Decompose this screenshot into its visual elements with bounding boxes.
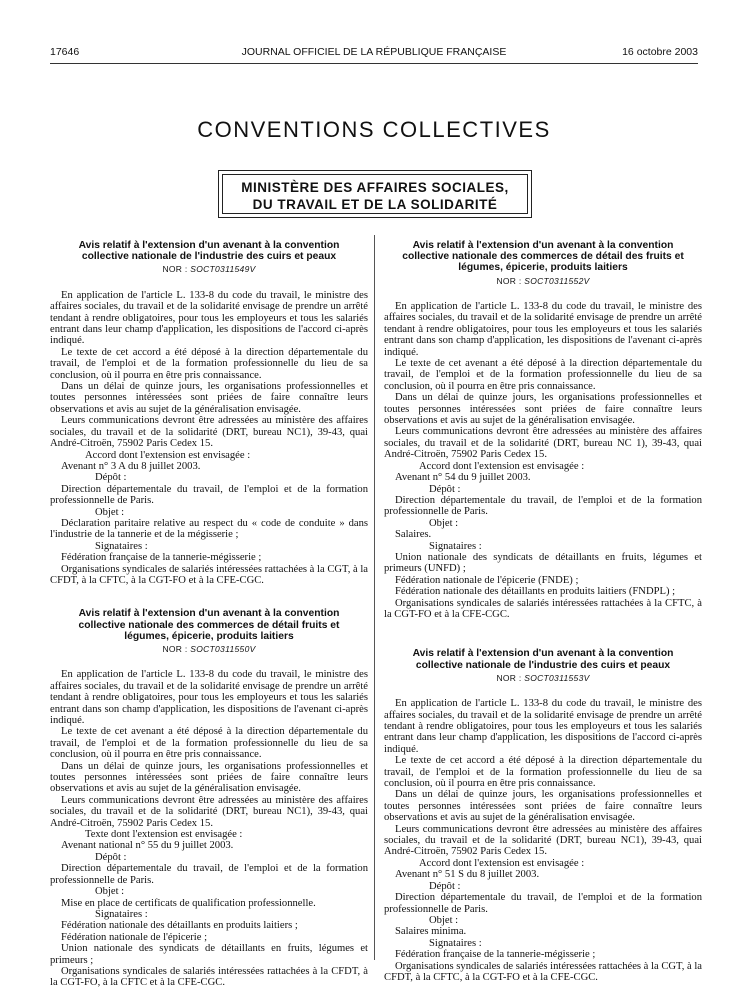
intro-line: Accord dont l'extension est envisagée : [419,857,585,869]
column-divider [374,235,375,960]
objet-label: Objet : [429,914,459,926]
article-4 [384,648,702,983]
article-3 [384,240,702,620]
signataire: Organisations syndicales de salariés intéressées rattachées à la CGT, à la CFDT, à la CFTC, à la CGT-FO et à la CFE-CGC. [50,563,369,586]
right-column [384,240,702,983]
article-title: Avis relatif à l'extension d'un avenant à la convention collective nationale de l'industrie des cuirs et peaux [412,648,674,671]
paragraph: Le texte de cet avenant a été déposé à la direction départementale du travail, de l'emploi et de la formation professionnelle du lieu de sa conclusion, où il pourra en être pris connaissance. [50,726,368,761]
paragraph: Le texte de cet accord a été déposé à la direction départementale du travail, de l'emploi et de la formation professionnelle du lieu de sa conclusion, où il pourra en être pris connaissance. [50,346,368,381]
ministry-box-inner [222,174,528,214]
objet-text: Mise en place de certificats de qualification professionnelle. [61,897,316,909]
depot-text: Direction départementale du travail, de l'emploi et de la formation professionnelle de Paris. [50,863,368,886]
page-header [50,46,698,60]
paragraph: Leurs communications devront être adressées au ministère des affaires sociales, du travail et de la solidarité (DRT, bureau NC1), 39-43, quai André-Citroën, 75902 Paris Cedex 15. [50,415,368,450]
depot-label: Dépôt : [429,880,461,892]
paragraph: Leurs communications devront être adressées au ministère des affaires sociales, du travail et de la solidarité (DRT, bureau NC1), 39-43, quai André-Citroën, 75902 Paris Cedex 15. [50,794,368,829]
signataire: Union nationale des syndicats de détaillants en fruits, légumes et primeurs (UNFD) ; [384,551,702,575]
header-rule [50,63,698,64]
ministry-line-1: MINISTÈRE DES AFFAIRES SOCIALES, [241,180,509,195]
nor-code: SOCT0311550V [190,643,256,654]
objet-label: Objet : [429,517,459,529]
signataire: Fédération nationale des détaillants en produits laitiers (FNDPL) ; [395,586,676,598]
paragraph: Le texte de cet avenant a été déposé à la direction départementale du travail, de l'emploi et de la formation professionnelle du lieu de sa conclusion, où il pourra en être pris connaissance. [384,358,702,392]
avenant-line: Avenant national n° 55 du 9 juillet 2003. [61,840,234,852]
ministry-line-2: DU TRAVAIL ET DE LA SOLIDARITÉ [252,197,498,212]
intro-line: Accord dont l'extension est envisagée : [419,460,585,472]
paragraph: En application de l'article L. 133-8 du code du travail, le ministre des affaires sociales, du travail et de la solidarité envisage de prendre un arrêté tendant à rendre obligatoires, pour tous les employeurs et tous les salariés entrant dans son champ d'application, les dispositions de l'avenant ci-après indiqué. [50,669,368,727]
intro-line: Accord dont l'extension est envisagée : [85,449,251,461]
signataire: Organisations syndicales de salariés intéressées rattachées à la CGT, à la CFDT, à la CFTC, à la CGT-FO et à la CFE-CGC. [384,960,703,983]
signataires-label: Signataires : [95,908,148,920]
avenant-line: Avenant n° 51 S du 8 juillet 2003. [395,869,540,881]
paragraph: Dans un délai de quinze jours, les organisations professionnelles et toutes personnes intéressées sont priées de faire connaître leurs observations et avis au sujet de la généralisation envisagée. [50,760,368,795]
signataires-label: Signataires : [429,540,482,552]
section-title: CONVENTIONS COLLECTIVES [197,117,551,142]
signataire: Fédération nationale de l'épicerie (FNDE) ; [395,574,579,586]
nor-code: SOCT0311553V [524,672,590,683]
objet-label: Objet : [95,506,125,518]
issue-date: 16 octobre 2003 [622,46,698,58]
depot-label: Dépôt : [95,851,127,863]
avenant-line: Avenant n° 54 du 9 juillet 2003. [395,472,531,484]
signataire: Union nationale des syndicats de détaillants en fruits, légumes et primeurs ; [50,943,368,966]
objet-text: Salaires minima. [395,926,467,938]
article-title: Avis relatif à l'extension d'un avenant à la convention collective nationale des commerces de détail fruits et légumes, épicerie, produits laitiers [78,608,340,642]
paragraph: En application de l'article L. 133-8 du code du travail, le ministre des affaires sociales, du travail et de la solidarité envisage de prendre un arrêté tendant à rendre obligatoires, pour tous les employeurs et tous les salariés entrant dans leur champ d'application, les dispositions de l'accord ci-après indiqué. [384,698,702,755]
depot-label: Dépôt : [95,472,127,484]
objet-text: Salaires. [395,529,432,541]
page-number: 17646 [50,46,80,58]
nor-reference: NOR : SOCT0311550V [162,643,256,654]
nor-code: SOCT0311552V [524,275,590,286]
nor-code: SOCT0311549V [190,264,256,275]
paragraph: Le texte de cet accord a été déposé à la direction départementale du travail, de l'emploi et de la formation professionnelle du lieu de sa conclusion, où il pourra en être pris connaissance. [384,755,702,790]
paragraph: En application de l'article L. 133-8 du code du travail, le ministre des affaires sociales, du travail et de la solidarité envisage de prendre un arrêté tendant à rendre obligatoires, pour tous les employeurs et tous les salariés entrant dans leur champ d'application, les dispositions de l'accord ci-après indiqué. [50,289,368,347]
signataires-label: Signataires : [95,540,148,552]
signataire: Fédération nationale des détaillants en produits laitiers ; [61,920,298,932]
article-spacer [384,620,702,648]
nor-reference: NOR : SOCT0311552V [496,275,590,286]
signataires-label: Signataires : [429,937,482,949]
left-column [50,240,368,989]
signataire: Fédération nationale de l'épicerie ; [61,931,208,943]
paragraph: Dans un délai de quinze jours, les organisations professionnelles et toutes personnes intéressées sont priées de faire connaître leurs observations et avis au sujet de la généralisation envisagée. [50,381,368,415]
article-title: Avis relatif à l'extension d'un avenant à la convention collective nationale des commerces de détail des fruits et légumes, épicerie, produits laitiers [402,240,684,274]
paragraph: Dans un délai de quinze jours, les organisations professionnelles et toutes personnes intéressées sont priées de faire connaître leurs observations et avis au sujet de la généralisation envisagée. [384,789,702,824]
paragraph: Leurs communications devront être adressées au ministère des affaires sociales, du travail et de la solidarité (DRT, bureau NC 1), 39-43, quai André-Citroën, 75902 Paris Cedex 15. [384,426,702,461]
intro-line: Texte dont l'extension est envisagée : [85,829,243,841]
article-spacer [50,586,368,608]
objet-text: Déclaration paritaire relative au respect du « code de conduite » dans l'industrie de la tannerie et de la mégisserie ; [50,517,368,541]
depot-text: Direction départementale du travail, de l'emploi et de la formation professionnelle de Paris. [384,494,702,518]
paragraph: Leurs communications devront être adressées au ministère des affaires sociales, du travail et de la solidarité (DRT, bureau NC1), 39-43, quai André-Citroën, 75902 Paris Cedex 15. [384,823,702,858]
avenant-line: Avenant n° 3 A du 8 juillet 2003. [61,460,201,472]
nor-reference: NOR : SOCT0311553V [496,672,590,683]
signataire: Fédération française de la tannerie-mégisserie ; [61,552,262,564]
depot-label: Dépôt : [429,483,461,495]
journal-title: JOURNAL OFFICIEL DE LA RÉPUBLIQUE FRANÇAISE [241,46,507,58]
ministry-box [218,170,532,218]
article-title: Avis relatif à l'extension d'un avenant à la convention collective nationale de l'industrie des cuirs et peaux [78,240,340,263]
article-2 [50,608,368,988]
nor-reference: NOR : SOCT0311549V [162,264,256,275]
signataire: Fédération française de la tannerie-mégisserie ; [395,949,596,961]
depot-text: Direction départementale du travail, de l'emploi et de la formation professionnelle de Paris. [50,483,368,507]
depot-text: Direction départementale du travail, de l'emploi et de la formation professionnelle de Paris. [384,892,702,915]
paragraph: Dans un délai de quinze jours, les organisations professionnelles et toutes personnes intéressées sont priées de faire connaître leurs observations et avis au sujet de la généralisation envisagée. [384,392,702,427]
signataire: Organisations syndicales de salariés intéressées rattachées à la CFTC, à la CGT-FO et à la CFE-CGC. [384,597,702,620]
paragraph: En application de l'article L. 133-8 du code du travail, le ministre des affaires sociales, du travail et de la solidarité envisage de prendre un arrêté tendant à rendre obligatoires, pour tous les employeurs et tous les salariés entrant dans son champ d'application, les dispositions de l'avenant ci-après indiqué. [384,301,702,358]
objet-label: Objet : [95,886,125,898]
signataire: Organisations syndicales de salariés intéressées rattachées à la CFDT, à la CGT-FO, à la CFTC et à la CFE-CGC. [50,965,368,989]
article-1 [50,240,368,586]
